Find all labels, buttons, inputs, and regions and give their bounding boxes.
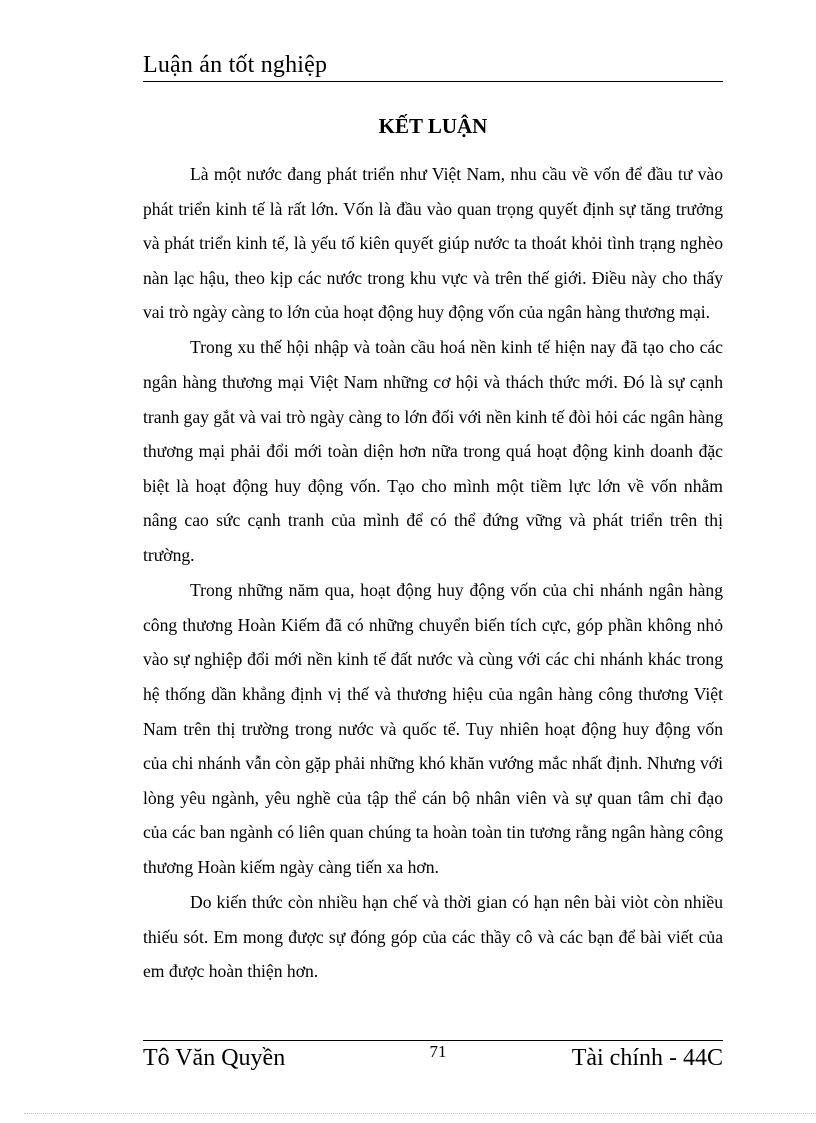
section-heading: KẾT LUẬN: [378, 114, 488, 138]
body-text: [143, 157, 723, 989]
paragraph-1: Là một nước đang phát triển như Việt Nam, nhu cầu về vốn để đầu tư vào phát triển kinh tế là rất lớn. Vốn là đầu vào quan trọng quyết định sự tăng trưởng và phát triển kinh tế, là yếu tố kiên quyết giúp nước ta thoát khỏi tình trạng nghèo nàn lạc hậu, theo kịp các nước trong khu vực và trên thế giới. Điều này cho thấy vai trò ngày càng to lớn của hoạt động huy động vốn của ngân hàng thương mại.: [143, 164, 723, 323]
page-number: 71: [429, 1042, 447, 1061]
page-edge-divider: [24, 1113, 816, 1114]
footer-class: Tài chính - 44C: [571, 1045, 723, 1071]
paragraph-4: Do kiến thức còn nhiều hạn chế và thời gian có hạn nên bài viòt còn nhiều thiếu sót. Em mong được sự đóng góp của các thầy cô và các bạn để bài viết của em được hoàn thiện hơn.: [143, 891, 723, 982]
header-rule: [143, 81, 723, 82]
paragraph-3: Trong những năm qua, hoạt động huy động vốn của chi nhánh ngân hàng công thương Hoàn Kiếm đã có những chuyển biến tích cực, góp phần không nhỏ vào sự nghiệp đổi mới nền kinh tế đất nước và cùng với các chi nhánh khác trong hệ thống dần khẳng định vị thế và thương hiệu của ngân hàng công thương Việt Nam trên thị trường trong nước và quốc tế. Tuy nhiên hoạt động huy động vốn của chi nhánh vẫn còn gặp phải những khó khăn vướng mắc nhất định. Nhưng với lòng yêu ngành, yêu nghề của tập thể cán bộ nhân viên và sự quan tâm chỉ đạo của các ban ngành có liên quan chúng ta hoàn toàn tin tương rằng ngân hàng công thương Hoàn kiếm ngày càng tiến xa hơn.: [143, 580, 723, 877]
running-header: Luận án tốt nghiệp: [143, 52, 328, 78]
footer-author: Tô Văn Quyền: [143, 1045, 286, 1071]
paragraph-2: Trong xu thế hội nhập và toàn cầu hoá nền kinh tế hiện nay đã tạo cho các ngân hàng thương mại Việt Nam những cơ hội và thách thức mới. Đó là sự cạnh tranh gay gắt và vai trò ngày càng to lớn đối với nền kinh tế đòi hỏi các ngân hàng thương mại phải đổi mới toàn diện hơn nữa trong quá hoạt động kinh doanh đặc biệt là hoạt động huy động vốn. Tạo cho mình một tiềm lực lớn về vốn nhằm nâng cao sức cạnh tranh của mình để có thể đứng vững và phát triển trên thị trường.: [143, 337, 723, 566]
